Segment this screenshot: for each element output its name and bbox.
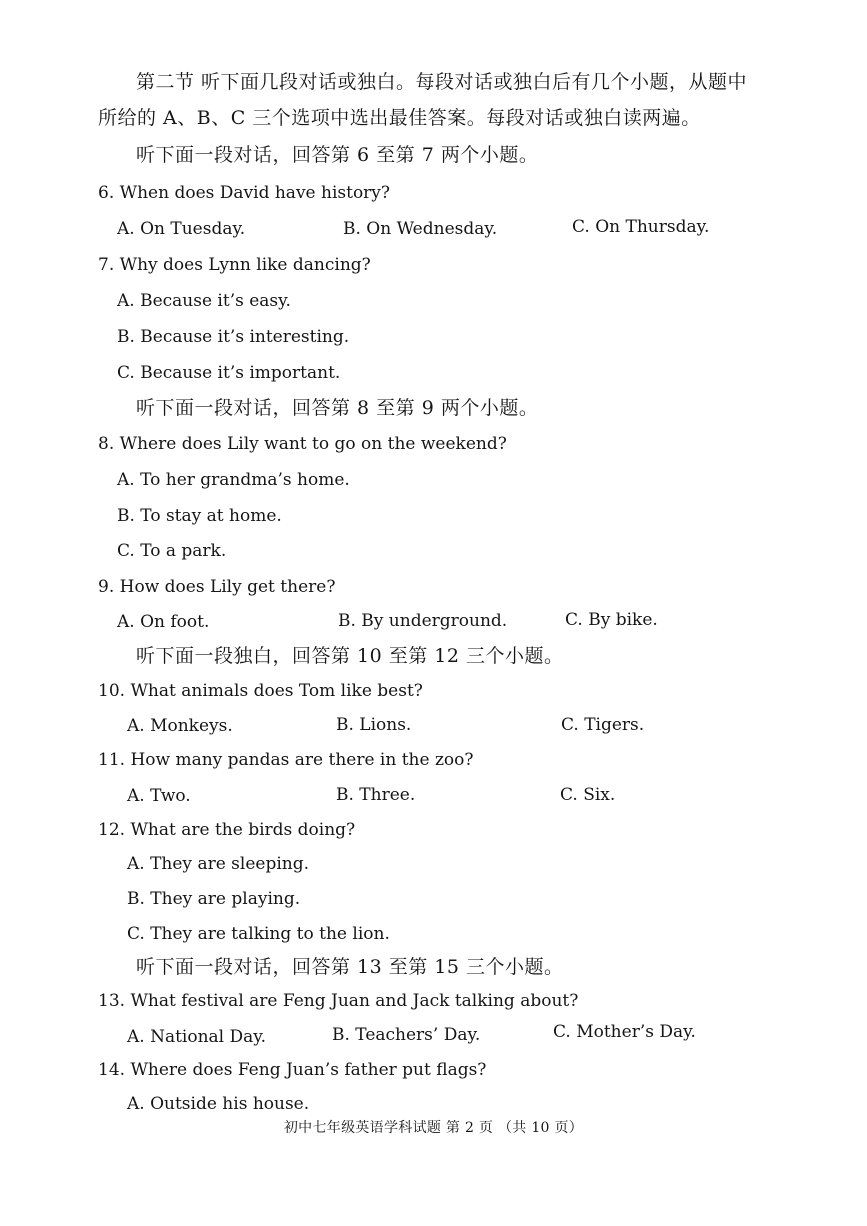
question-12-option-a: A. They are sleeping. (127, 854, 310, 874)
instruction-q10-12: 听下面一段独白，回答第 10 至第 12 三个小题。 (136, 645, 564, 667)
question-13-option-a: A. National Day. (127, 1027, 267, 1047)
question-7-option-c: C. Because it’s important. (117, 363, 341, 383)
question-7-option-a: A. Because it’s easy. (117, 291, 291, 311)
question-7-option-b: B. Because it’s interesting. (117, 327, 350, 347)
question-6-option-b: B. On Wednesday. (343, 219, 498, 239)
question-11-stem: 11. How many pandas are there in the zoo? (98, 750, 474, 770)
question-10-option-a: A. Monkeys. (127, 716, 233, 736)
page-footer: 初中七年级英语学科试题 第 2 页 （共 10 页） (283, 1120, 584, 1136)
instruction-q13-15: 听下面一段对话，回答第 13 至第 15 三个小题。 (136, 956, 564, 978)
question-12-option-c: C. They are talking to the lion. (127, 924, 390, 944)
question-13-option-c: C. Mother’s Day. (553, 1022, 696, 1042)
question-9-option-c: C. By bike. (565, 610, 658, 630)
question-8-option-b: B. To stay at home. (117, 506, 282, 526)
question-8-stem: 8. Where does Lily want to go on the weekend? (98, 434, 507, 454)
question-9-option-b: B. By underground. (338, 611, 508, 631)
question-11-option-b: B. Three. (336, 785, 416, 805)
question-12-option-b: B. They are playing. (127, 889, 301, 909)
question-11-option-a: A. Two. (127, 786, 191, 806)
question-10-option-b: B. Lions. (336, 715, 412, 735)
question-9-option-a: A. On foot. (117, 612, 210, 632)
question-13-option-b: B. Teachers’ Day. (332, 1025, 481, 1045)
question-7-stem: 7. Why does Lynn like dancing? (98, 255, 371, 275)
question-14-stem: 14. Where does Feng Juan’s father put flags? (98, 1060, 487, 1080)
question-14-option-a: A. Outside his house. (127, 1094, 310, 1114)
question-12-stem: 12. What are the birds doing? (98, 820, 356, 840)
question-9-stem: 9. How does Lily get there? (98, 577, 336, 597)
question-8-option-a: A. To her grandma’s home. (117, 470, 350, 490)
question-6-option-a: A. On Tuesday. (117, 219, 246, 239)
section-heading-line1: 第二节 听下面几段对话或独白。每段对话或独白后有几个小题，从题中 (136, 71, 748, 93)
instruction-q6-7: 听下面一段对话，回答第 6 至第 7 两个小题。 (136, 144, 539, 166)
question-10-option-c: C. Tigers. (561, 715, 645, 735)
question-10-stem: 10. What animals does Tom like best? (98, 681, 423, 701)
question-11-option-c: C. Six. (560, 785, 616, 805)
section-heading-line2: 所给的 A、B、C 三个选项中选出最佳答案。每段对话或独白读两遍。 (98, 107, 701, 129)
question-8-option-c: C. To a park. (117, 541, 227, 561)
question-6-stem: 6. When does David have history? (98, 183, 391, 203)
question-13-stem: 13. What festival are Feng Juan and Jack talking about? (98, 991, 579, 1011)
question-6-option-c: C. On Thursday. (572, 217, 710, 237)
instruction-q8-9: 听下面一段对话，回答第 8 至第 9 两个小题。 (136, 397, 539, 419)
